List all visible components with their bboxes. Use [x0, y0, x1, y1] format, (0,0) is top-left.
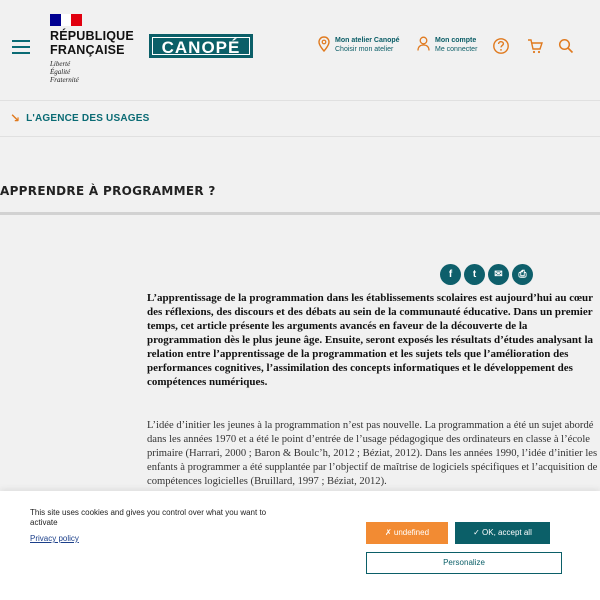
- article-intro: L’apprentissage de la programmation dans les établissements scolaires est aujourd’hui au cœur des réflexions, des discours et des débats au sein de la communauté éducative. Dans un premier temps, cet article présente les arguments avancés en faveur de la découverte de la programmation dès le plus jeune âge. Ensuite, seront exposés les résultats d’études analysant la relation entre l’apprentissage de la programmation et les sujets tels que l’amélioration des performances cognitives, l’assimilation des concepts informatiques et le développement des compétences numériques.: [147, 292, 594, 388]
- agency-breadcrumb[interactable]: [10, 111, 149, 125]
- arrow-down-right-icon: ↘: [10, 111, 21, 125]
- personalize-cookies-button[interactable]: Personalize: [366, 552, 562, 574]
- motto-egalite: Égalité: [50, 68, 71, 76]
- user-icon: [417, 36, 430, 51]
- print-button[interactable]: [512, 264, 533, 285]
- facebook-share-button[interactable]: [440, 264, 461, 285]
- header-divider: [0, 100, 600, 101]
- facebook-icon: f: [448, 269, 453, 280]
- email-icon: ✉: [494, 269, 503, 280]
- privacy-policy-link[interactable]: Privacy policy: [30, 534, 79, 543]
- atelier-title: Mon atelier Canopé: [335, 37, 400, 44]
- agency-label: L'AGENCE DES USAGES: [26, 112, 150, 124]
- location-pin-icon: [318, 36, 330, 52]
- twitter-icon: t: [472, 269, 477, 280]
- site-header: [0, 0, 600, 100]
- french-flag-icon: [50, 14, 82, 26]
- page-title: APPRENDRE À PROGRAMMER ?: [0, 184, 216, 198]
- atelier-link[interactable]: [318, 36, 400, 54]
- republique-francaise-logo[interactable]: [50, 14, 135, 84]
- title-underline: [0, 212, 600, 215]
- republic-name-line1: RÉPUBLIQUE: [50, 29, 134, 43]
- canope-logo[interactable]: CANOPÉ: [149, 34, 253, 58]
- decline-cookies-button[interactable]: ✗ undefined: [366, 522, 448, 544]
- account-link[interactable]: [417, 36, 477, 54]
- accept-all-cookies-button[interactable]: ✓ OK, accept all: [455, 522, 550, 544]
- cookie-banner: [0, 491, 600, 600]
- account-subtitle: Me connecter: [435, 46, 478, 53]
- article-body: L’idée d’initier les jeunes à la programmation n’est pas nouvelle. La programmation a été un sujet abordé dans les années 1970 et a été le point d’entrée de l’usage pédagogique des ordinateurs en classe à l’école primaire (Harrari, 2000 ; Baron & Boulc’h, 2012 ; Béziat, 2012). Dans les années 1990, l’idée d’initier les enfants à programmer a été supplantée par l’objectif de maîtrise de logiciels spécifiques et l’acquisition de compétences logicielles (Bruillard, 1997 ; Béziat, 2012).: [147, 420, 598, 487]
- menu-icon[interactable]: [12, 40, 30, 54]
- cookie-message: This site uses cookies and gives you control over what you want to activate: [30, 508, 267, 527]
- motto-fraternite: Fraternité: [50, 76, 79, 84]
- email-share-button[interactable]: [488, 264, 509, 285]
- share-bar: [440, 264, 536, 285]
- cart-icon[interactable]: [526, 37, 544, 55]
- motto-liberte: Liberté: [50, 60, 71, 68]
- search-icon[interactable]: [557, 37, 575, 55]
- nav-divider: [0, 136, 600, 137]
- account-title: Mon compte: [435, 37, 477, 44]
- help-icon[interactable]: [492, 37, 510, 55]
- atelier-subtitle: Choisir mon atelier: [335, 46, 394, 53]
- republic-name-line2: FRANÇAISE: [50, 43, 125, 57]
- twitter-share-button[interactable]: [464, 264, 485, 285]
- print-icon: ⎙: [518, 269, 527, 280]
